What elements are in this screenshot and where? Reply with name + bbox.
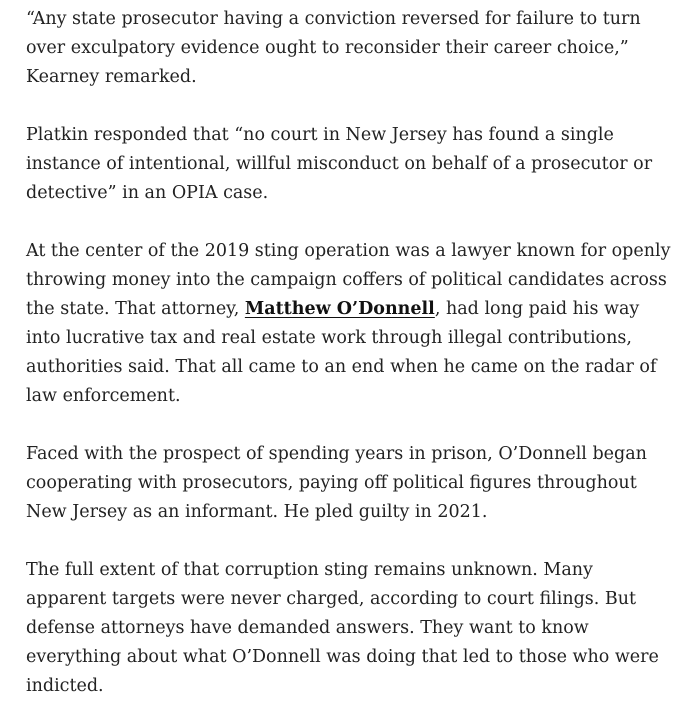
- paragraph-line: detective” in an OPIA case.: [26, 183, 269, 203]
- link-prefix-text: the state. That attorney,: [26, 299, 245, 319]
- paragraph-line: over exculpatory evidence ought to reconsider their career choice,”: [26, 38, 629, 58]
- paragraph-line: throwing money into the campaign coffers of political candidates across: [26, 270, 667, 290]
- paragraph-line: defense attorneys have demanded answers. They want to know: [26, 618, 589, 638]
- link-suffix-text: , had long paid his way: [434, 299, 640, 319]
- paragraph-line: cooperating with prosecutors, paying off political figures throughout: [26, 473, 637, 493]
- paragraph-3: [26, 237, 671, 411]
- paragraph-1: [26, 5, 664, 92]
- paragraph-line-with-link: [26, 295, 664, 324]
- matthew-odonnell-link[interactable]: Matthew O’Donnell: [244, 299, 435, 319]
- paragraph-line: authorities said. That all came to an end when he came on the radar of: [26, 357, 657, 377]
- paragraph-line: indicted.: [26, 676, 104, 696]
- paragraph-line: Platkin responded that “no court in New Jersey has found a single: [26, 125, 614, 145]
- paragraph-2: [26, 121, 664, 208]
- paragraph-line: “Any state prosecutor having a conviction reversed for failure to turn: [26, 9, 641, 29]
- paragraph-line: Kearney remarked.: [26, 67, 197, 87]
- paragraph-line: apparent targets were never charged, according to court filings. But: [26, 589, 637, 609]
- paragraph-line: everything about what O’Donnell was doing that led to those who were: [26, 647, 659, 667]
- paragraph-line: New Jersey as an informant. He pled guilty in 2021.: [26, 502, 488, 522]
- paragraph-line: law enforcement.: [26, 386, 181, 406]
- paragraph-line: into lucrative tax and real estate work through illegal contributions,: [26, 328, 632, 348]
- paragraph-4: [26, 440, 664, 527]
- paragraph-line: Faced with the prospect of spending years in prison, O’Donnell began: [26, 444, 647, 464]
- paragraph-line: The full extent of that corruption sting remains unknown. Many: [26, 560, 593, 580]
- paragraph-line: instance of intentional, willful misconduct on behalf of a prosecutor or: [26, 154, 653, 174]
- paragraph-line: At the center of the 2019 sting operation was a lawyer known for openly: [26, 241, 671, 261]
- paragraph-5: [26, 556, 664, 701]
